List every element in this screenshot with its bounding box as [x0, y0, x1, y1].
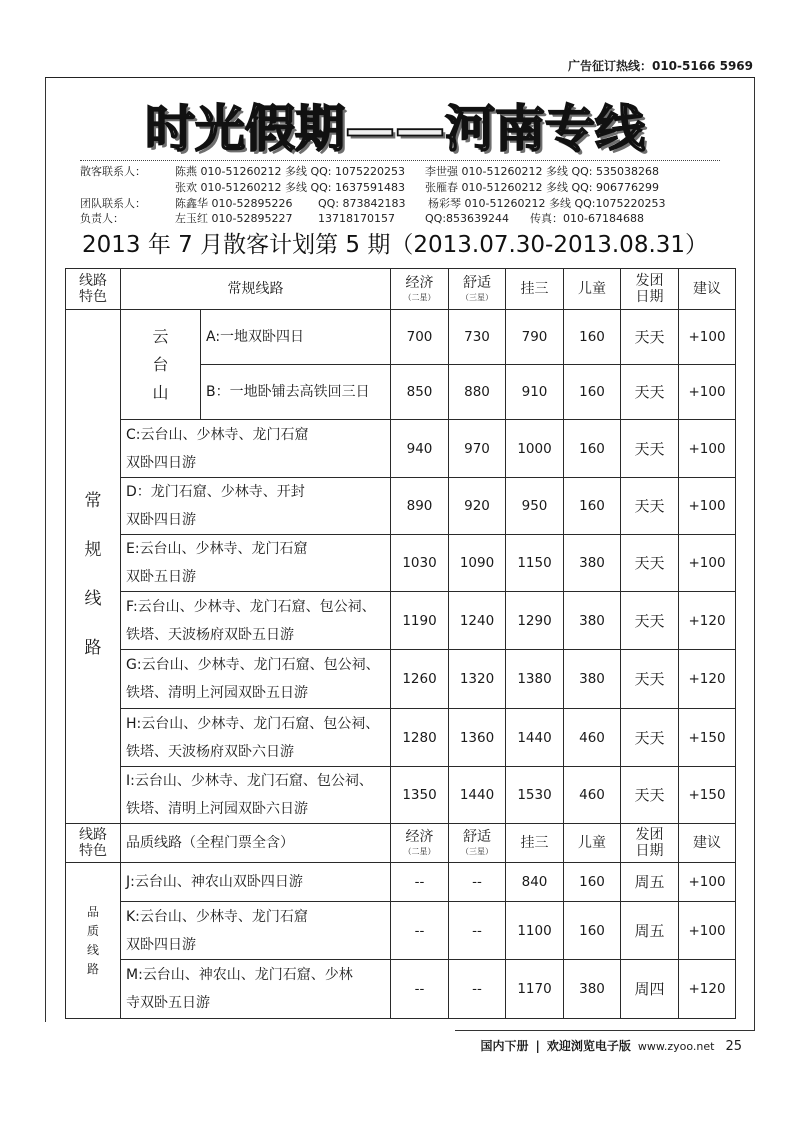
price-hang3: 1530	[506, 767, 564, 824]
departure-schedule: 天天	[621, 650, 679, 709]
regular-section-cell	[66, 310, 121, 824]
price-economy: 1260	[391, 650, 449, 709]
quality-header-row	[66, 824, 736, 863]
plan-heading: 2013 年 7 月散客计划第 5 期（2013.07.30-2013.08.31）	[82, 232, 709, 258]
header-economy-label: 经济	[405, 275, 434, 291]
price-child: 160	[564, 310, 621, 365]
price-comfort: --	[449, 863, 506, 902]
price-comfort: --	[449, 960, 506, 1019]
header-economy	[391, 824, 449, 863]
price-comfort: 1240	[449, 592, 506, 650]
route-row-a	[66, 310, 736, 365]
route-row-j	[66, 863, 736, 902]
price-hang3: 910	[506, 365, 564, 420]
suggested-markup: +150	[679, 767, 736, 824]
price-child: 380	[564, 535, 621, 592]
ad-hotline: 广告征订热线：010-5166 5969	[567, 59, 753, 73]
manager-label: 负责人：	[80, 212, 124, 225]
price-child: 160	[564, 863, 621, 902]
route-name: H:云台山、少林寺、龙门石窟、包公祠、 铁塔、天波杨府双卧六日游	[121, 709, 391, 767]
price-economy: --	[391, 960, 449, 1019]
price-comfort: 1090	[449, 535, 506, 592]
price-hang3: 840	[506, 863, 564, 902]
quality-section-cell	[66, 863, 121, 1019]
price-economy: --	[391, 902, 449, 960]
route-name: F:云台山、少林寺、龙门石窟、包公祠、 铁塔、天波杨府双卧五日游	[121, 592, 391, 650]
header-suggest: 建议	[679, 824, 736, 863]
frame-right-rule	[754, 78, 755, 1030]
footer-promo: 欢迎浏览电子版	[546, 1039, 631, 1053]
header-comfort-label: 舒适	[463, 829, 491, 845]
header-comfort	[449, 824, 506, 863]
suggested-markup: +120	[679, 960, 736, 1019]
price-child: 160	[564, 902, 621, 960]
price-economy: 700	[391, 310, 449, 365]
price-child: 380	[564, 650, 621, 709]
individual-contact-2: 李世强 010-51260212 多线 QQ: 535038268	[425, 165, 659, 178]
manager-phone: 左玉红 010-52895227	[175, 212, 293, 225]
price-economy: 850	[391, 365, 449, 420]
route-price-table	[65, 268, 736, 1019]
top-rule	[45, 77, 755, 78]
route-name: M:云台山、神农山、龙门石窟、少林 寺双卧五日游	[121, 960, 391, 1019]
individual-contact-label: 散客联系人：	[80, 165, 146, 178]
departure-schedule: 周五	[621, 902, 679, 960]
suggested-markup: +150	[679, 709, 736, 767]
price-child: 460	[564, 709, 621, 767]
route-name: J:云台山、神农山双卧四日游	[121, 863, 391, 902]
header-comfort	[449, 269, 506, 310]
price-hang3: 950	[506, 478, 564, 535]
regular-header-row	[66, 269, 736, 310]
price-economy: 1280	[391, 709, 449, 767]
route-name: C:云台山、少林寺、龙门石窟 双卧四日游	[121, 420, 391, 478]
departure-schedule: 周四	[621, 960, 679, 1019]
price-comfort: 920	[449, 478, 506, 535]
departure-schedule: 天天	[621, 592, 679, 650]
header-feature: 线路 特色	[66, 824, 121, 863]
price-hang3: 1290	[506, 592, 564, 650]
route-name: D：龙门石窟、少林寺、开封 双卧四日游	[121, 478, 391, 535]
header-route: 常规线路	[121, 269, 391, 310]
footer-section: 国内下册	[480, 1039, 529, 1053]
price-comfort: 970	[449, 420, 506, 478]
manager-mobile: 13718170157	[318, 212, 395, 225]
suggested-markup: +100	[679, 478, 736, 535]
price-hang3: 1170	[506, 960, 564, 1019]
suggested-markup: +120	[679, 592, 736, 650]
suggested-markup: +100	[679, 420, 736, 478]
page-footer	[480, 1038, 742, 1055]
header-hang3: 挂三	[506, 824, 564, 863]
route-row-g	[66, 650, 736, 709]
price-comfort: --	[449, 902, 506, 960]
route-name: B：一地卧铺去高铁回三日	[201, 365, 391, 420]
route-name: G:云台山、少林寺、龙门石窟、包公祠、 铁塔、清明上河园双卧五日游	[121, 650, 391, 709]
departure-schedule: 天天	[621, 420, 679, 478]
price-comfort: 1360	[449, 709, 506, 767]
price-economy: 1350	[391, 767, 449, 824]
price-child: 380	[564, 592, 621, 650]
price-comfort: 1320	[449, 650, 506, 709]
departure-schedule: 天天	[621, 365, 679, 420]
route-name: K:云台山、少林寺、龙门石窟 双卧四日游	[121, 902, 391, 960]
suggested-markup: +100	[679, 902, 736, 960]
suggested-markup: +120	[679, 650, 736, 709]
frame-left-rule	[45, 78, 46, 1022]
price-comfort: 1440	[449, 767, 506, 824]
header-hang3: 挂三	[506, 269, 564, 310]
price-hang3: 1380	[506, 650, 564, 709]
suggested-markup: +100	[679, 365, 736, 420]
dotted-divider	[80, 160, 720, 161]
individual-contact-3: 张欢 010-51260212 多线 QQ: 1637591483	[175, 181, 405, 194]
route-row-c	[66, 420, 736, 478]
quality-section-label: 品质线路	[86, 904, 99, 976]
price-hang3: 1440	[506, 709, 564, 767]
header-economy-label: 经济	[405, 829, 434, 845]
departure-schedule: 天天	[621, 767, 679, 824]
header-departure: 发团 日期	[621, 269, 679, 310]
header-comfort-star: （三星）	[461, 847, 493, 856]
price-hang3: 790	[506, 310, 564, 365]
price-hang3: 1000	[506, 420, 564, 478]
price-comfort: 880	[449, 365, 506, 420]
header-economy	[391, 269, 449, 310]
route-row-e	[66, 535, 736, 592]
price-child: 160	[564, 365, 621, 420]
price-hang3: 1100	[506, 902, 564, 960]
route-name: A:一地双卧四日	[201, 310, 391, 365]
page-title: 时光假期——河南专线	[145, 100, 645, 158]
departure-schedule: 天天	[621, 310, 679, 365]
header-child: 儿童	[564, 269, 621, 310]
departure-schedule: 天天	[621, 478, 679, 535]
price-economy: 940	[391, 420, 449, 478]
header-economy-star: （二星）	[403, 847, 436, 856]
yuntaishan-cell	[121, 310, 201, 420]
individual-contact-4: 张雁春 010-51260212 多线 QQ: 906776299	[425, 181, 659, 194]
price-child: 160	[564, 478, 621, 535]
price-economy: 1190	[391, 592, 449, 650]
route-row-k	[66, 902, 736, 960]
manager-qq: QQ:853639244	[425, 212, 510, 225]
page-number: 25	[725, 1039, 742, 1054]
route-name: I:云台山、少林寺、龙门石窟、包公祠、 铁塔、清明上河园双卧六日游	[121, 767, 391, 824]
footer-separator: |	[535, 1039, 540, 1053]
departure-schedule: 天天	[621, 535, 679, 592]
team-contact-label: 团队联系人：	[80, 197, 146, 210]
yuntaishan-label: 云台山	[152, 326, 169, 402]
footer-rule	[455, 1030, 755, 1031]
header-economy-star: （二星）	[403, 293, 436, 302]
price-economy: 1030	[391, 535, 449, 592]
route-row-f	[66, 592, 736, 650]
route-name: E:云台山、少林寺、龙门石窟 双卧五日游	[121, 535, 391, 592]
header-departure: 发团 日期	[621, 824, 679, 863]
regular-section-label: 常规线路	[84, 490, 102, 658]
header-feature: 线路 特色	[66, 269, 121, 310]
individual-contact-1: 陈燕 010-51260212 多线 QQ: 1075220253	[175, 165, 405, 178]
suggested-markup: +100	[679, 863, 736, 902]
manager-fax: 传真：010-67184688	[530, 212, 644, 225]
departure-schedule: 周五	[621, 863, 679, 902]
team-contact-phone: 陈鑫华 010-52895226	[175, 197, 293, 210]
price-child: 460	[564, 767, 621, 824]
suggested-markup: +100	[679, 535, 736, 592]
price-child: 160	[564, 420, 621, 478]
route-row-i	[66, 767, 736, 824]
price-child: 380	[564, 960, 621, 1019]
footer-website: www.zyoo.net	[637, 1040, 715, 1053]
price-hang3: 1150	[506, 535, 564, 592]
header-comfort-label: 舒适	[463, 275, 491, 291]
price-comfort: 730	[449, 310, 506, 365]
team-contact-qq: QQ: 873842183	[318, 197, 406, 210]
departure-schedule: 天天	[621, 709, 679, 767]
header-suggest: 建议	[679, 269, 736, 310]
suggested-markup: +100	[679, 310, 736, 365]
header-child: 儿童	[564, 824, 621, 863]
team-contact-2: 杨彩琴 010-51260212 多线 QQ:1075220253	[428, 197, 666, 210]
route-row-d	[66, 478, 736, 535]
price-economy: --	[391, 863, 449, 902]
header-comfort-star: （三星）	[461, 293, 493, 302]
price-economy: 890	[391, 478, 449, 535]
route-row-m	[66, 960, 736, 1019]
header-route: 品质线路（全程门票全含）	[121, 824, 391, 863]
route-row-h	[66, 709, 736, 767]
